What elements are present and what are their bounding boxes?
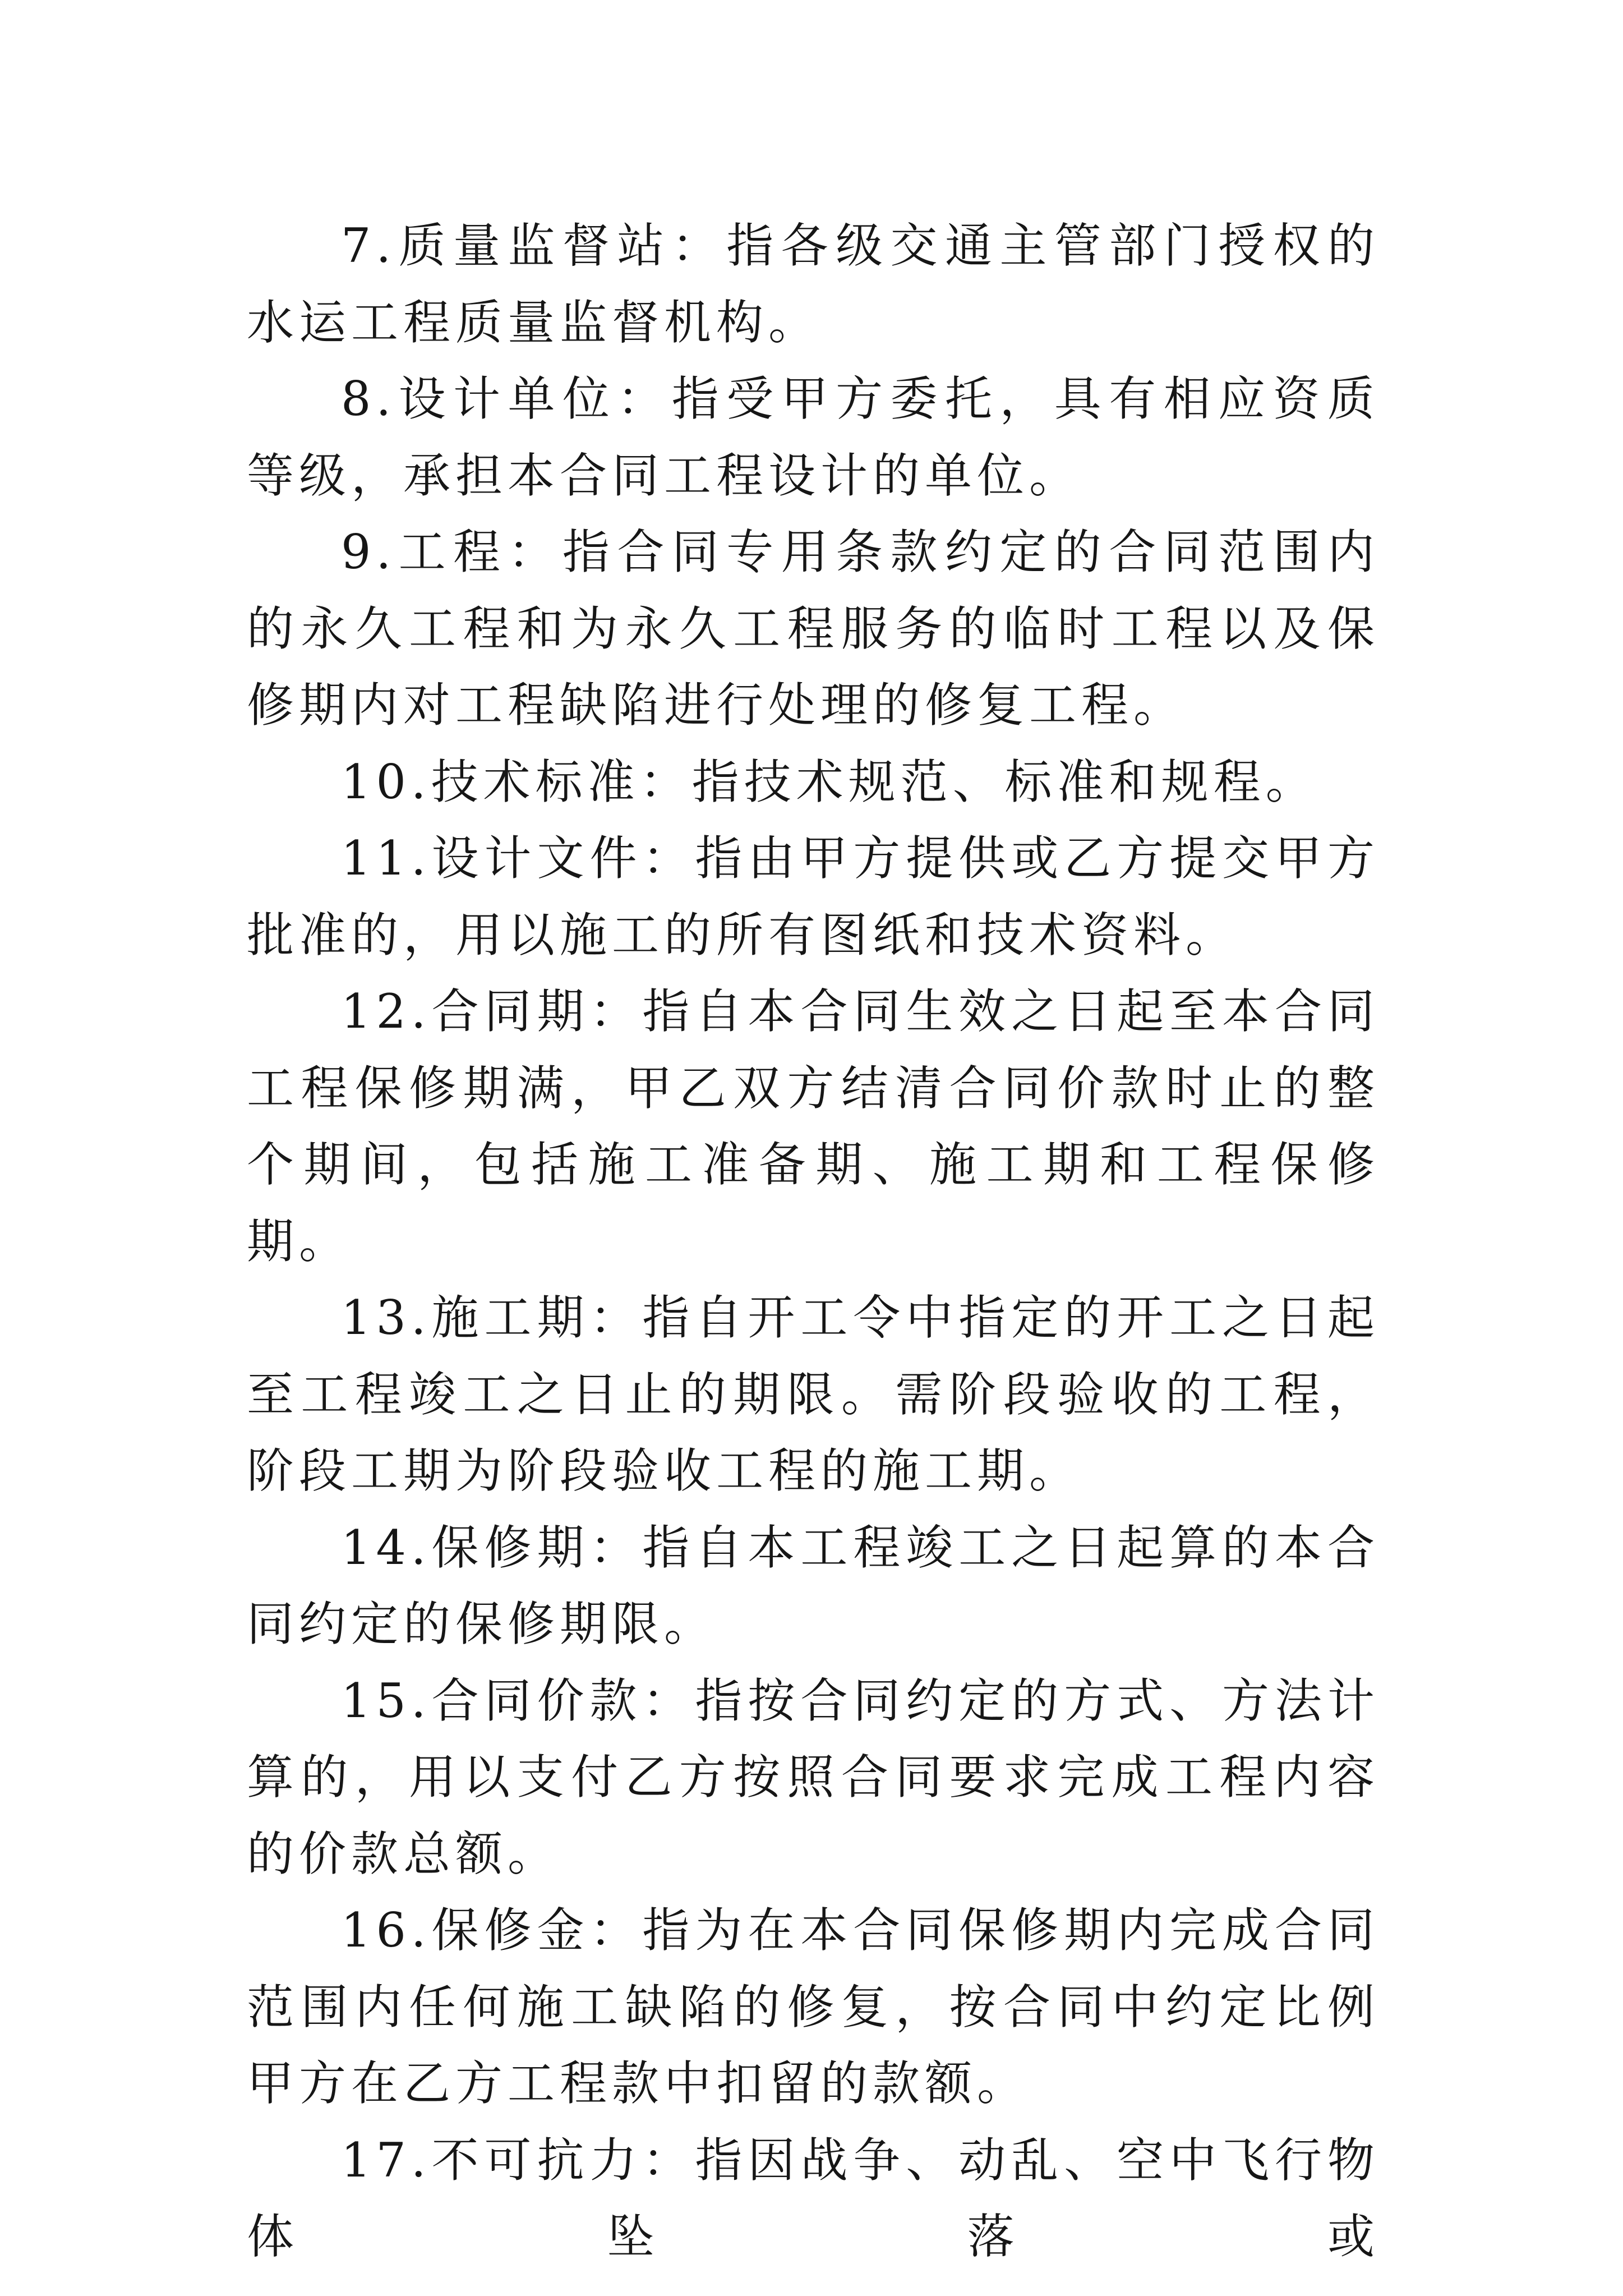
- clause-8-paragraph: 8.设计单位：指受甲方委托，具有相应资质等级，承担本合同工程设计的单位。: [247, 371, 1380, 503]
- clause-10-paragraph: 10.技术标准：指技术规范、标准和规程。: [341, 754, 1318, 809]
- clause-16-paragraph: 16.保修金：指为在本合同保修期内完成合同范围内任何施工缺陷的修复，按合同中约定比例甲方在乙方工程款中扣留的款额。: [247, 1903, 1380, 2111]
- clause-14-paragraph: 14.保修期：指自本工程竣工之日起算的本合同约定的保修期限。: [247, 1520, 1380, 1651]
- clause-11-paragraph: 11.设计文件：指由甲方提供或乙方提交甲方批准的，用以施工的所有图纸和技术资料。: [247, 831, 1380, 963]
- clause-9-paragraph: 9.工程：指合同专用条款约定的合同范围内的永久工程和为永久工程服务的临时工程以及保修期内对工程缺陷进行处理的修复工程。: [247, 524, 1380, 733]
- clause-12-paragraph: 12.合同期：指自本合同生效之日起至本合同工程保修期满，甲乙双方结清合同价款时止的整个期间，包括施工准备期、施工期和工程保修期。: [247, 984, 1380, 1269]
- clause-15-paragraph: 15.合同价款：指按合同约定的方式、方法计算的，用以支付乙方按照合同要求完成工程内容的价款总额。: [247, 1673, 1380, 1881]
- clause-7-paragraph: 7.质量监督站：指各级交通主管部门授权的水运工程质量监督机构。: [247, 218, 1380, 350]
- clause-17-paragraph: 17.不可抗力：指因战争、动乱、空中飞行物体坠落或: [247, 2132, 1380, 2264]
- document-body: [247, 208, 1380, 2275]
- clause-13-paragraph: 13.施工期：指自开工令中指定的开工之日起至工程竣工之日止的期限。需阶段验收的工程，阶段工期为阶段验收工程的施工期。: [247, 1290, 1380, 1498]
